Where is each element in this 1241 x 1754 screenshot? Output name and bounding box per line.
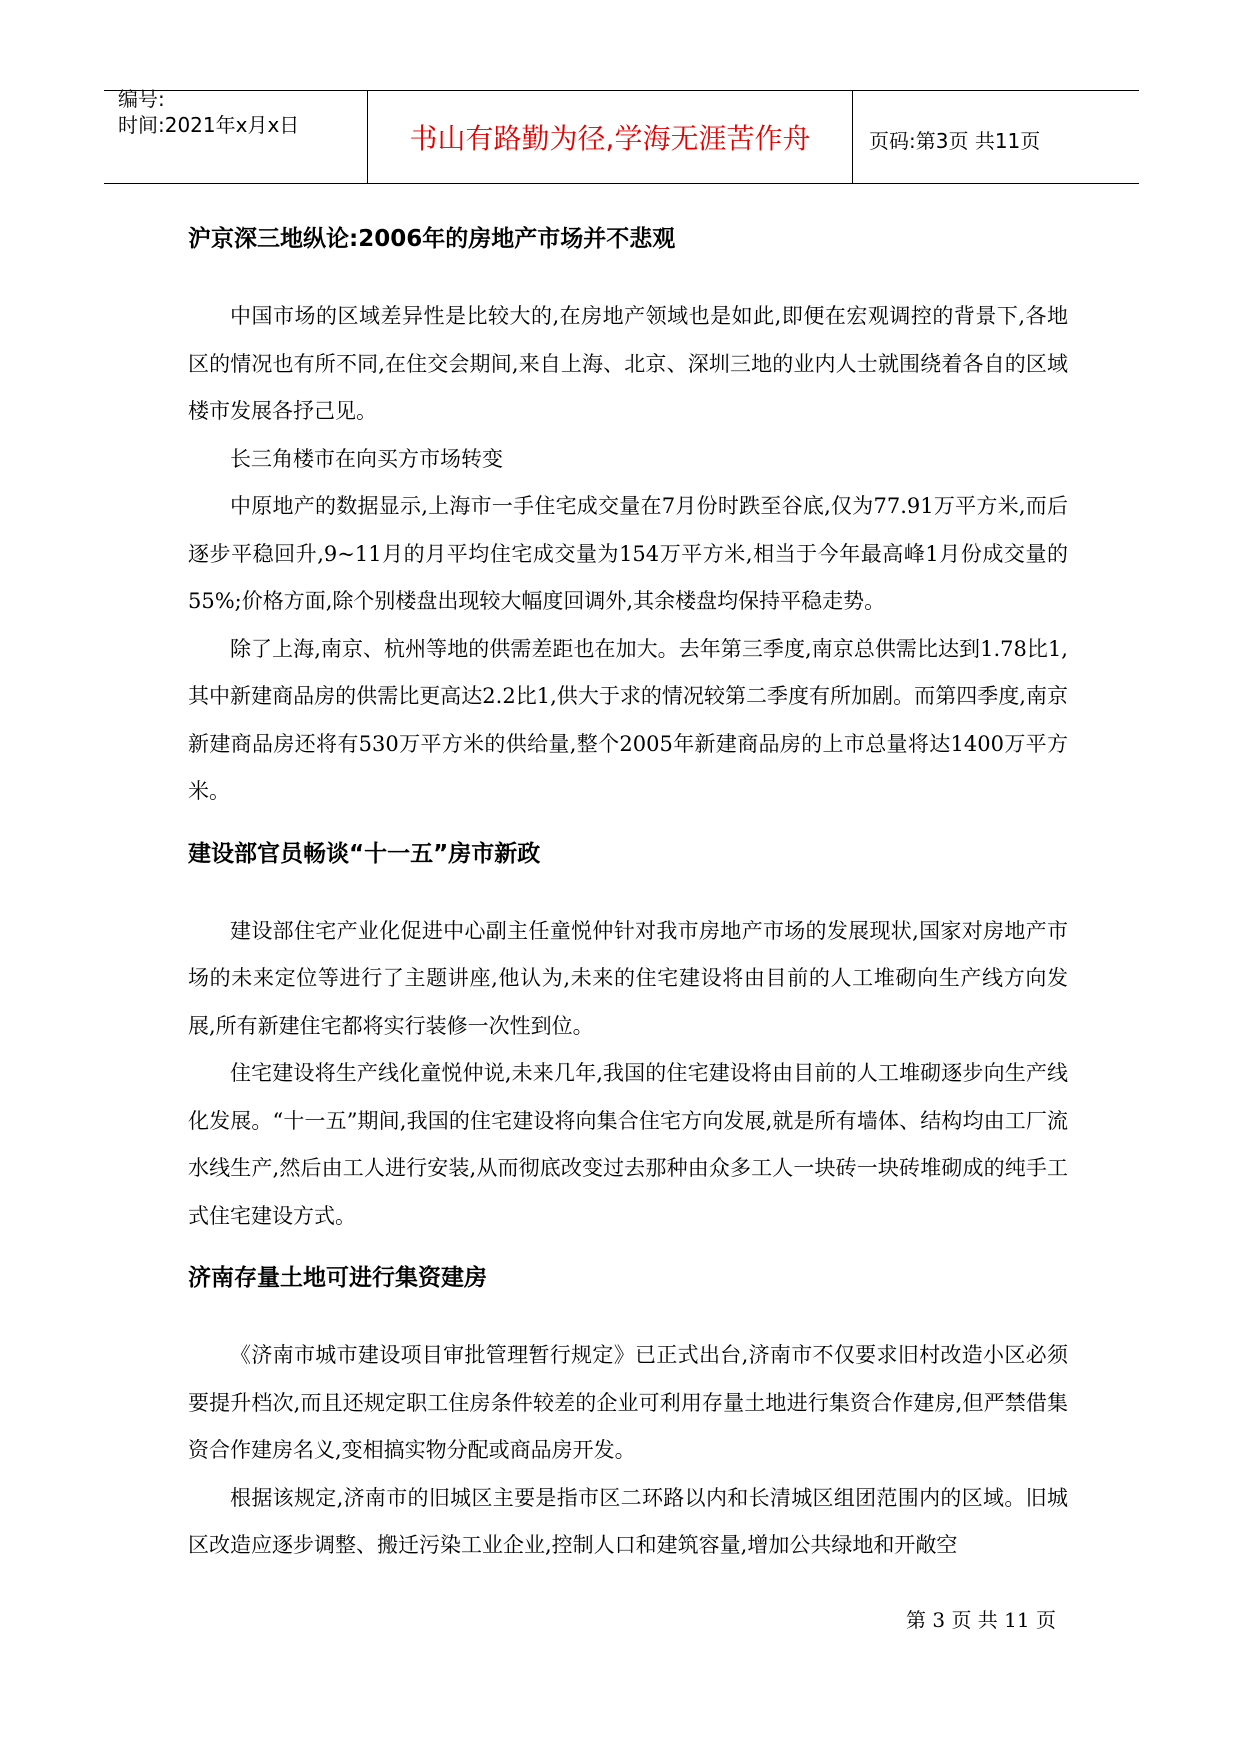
paragraph: 《济南市城市建设项目审批管理暂行规定》已正式出台,济南市不仅要求旧村改造小区必须要提升档次,而且还规定职工住房条件较差的企业可利用存量土地进行集资合作建房,但严禁借集资合作建房名义,变相搞实物分配或商品房开发。 <box>188 1343 1068 1462</box>
time-label: 时间:2021年x月x日 <box>118 113 300 137</box>
paragraph: 根据该规定,济南市的旧城区主要是指市区二环路以内和长清城区组团范围内的区域。旧城区改造应逐步调整、搬迁污染工业企业,控制人口和建筑容量,增加公共绿地和开敞空 <box>188 1485 1068 1557</box>
document-header <box>104 87 1139 184</box>
number-label: 编号: <box>118 87 165 111</box>
document-body <box>188 205 1068 1570</box>
page-footer: 第 3 页 共 11 页 <box>906 1608 1056 1632</box>
section-title: 济南存量土地可进行集资建房 <box>188 1265 487 1291</box>
paragraph: 住宅建设将生产线化童悦仲说,未来几年,我国的住宅建设将由目前的人工堆砌逐步向生产线化发展。“十一五”期间,我国的住宅建设将向集合住宅方向发展,就是所有墙体、结构均由工厂流水线生产,然后由工人进行安装,从而彻底改变过去那种由众多工人一块砖一块砖堆砌成的纯手工式住宅建设方式。 <box>188 1061 1068 1228</box>
header-motto-cell <box>367 91 853 183</box>
paragraph: 中原地产的数据显示,上海市一手住宅成交量在7月份时跌至谷底,仅为77.91万平方米,而后逐步平稳回升,9~11月的月平均住宅成交量为154万平方米,相当于今年最高峰1月份成交量的55%;价格方面,除个别楼盘出现较大幅度回调外,其余楼盘均保持平稳走势。 <box>188 494 1068 613</box>
section-title: 沪京深三地纵论:2006年的房地产市场并不悲观 <box>188 226 676 252</box>
header-meta-cell <box>104 87 367 183</box>
paragraph: 中国市场的区域差异性是比较大的,在房地产领域也是如此,即便在宏观调控的背景下,各地区的情况也有所不同,在住交会期间,来自上海、北京、深圳三地的业内人士就围绕着各自的区域楼市发展各抒己见。 <box>188 304 1068 423</box>
page-info: 页码:第3页 共11页 <box>869 129 1041 153</box>
motto: 书山有路勤为径,学海无涯苦作舟 <box>409 122 811 155</box>
paragraph: 长三角楼市在向买方市场转变 <box>230 446 503 471</box>
paragraph: 建设部住宅产业化促进中心副主任童悦仲针对我市房地产市场的发展现状,国家对房地产市场的未来定位等进行了主题讲座,他认为,未来的住宅建设将由目前的人工堆砌向生产线方向发展,所有新建住宅都将实行装修一次性到位。 <box>188 918 1068 1038</box>
section-title: 建设部官员畅谈“十一五”房市新政 <box>188 840 541 867</box>
header-page-cell <box>853 91 1139 183</box>
paragraph: 除了上海,南京、杭州等地的供需差距也在加大。去年第三季度,南京总供需比达到1.78比1,其中新建商品房的供需比更高达2.2比1,供大于求的情况较第二季度有所加剧。而第四季度,南京新建商品房还将有530万平方米的供给量,整个2005年新建商品房的上市总量将达1400万平方米。 <box>188 636 1068 803</box>
